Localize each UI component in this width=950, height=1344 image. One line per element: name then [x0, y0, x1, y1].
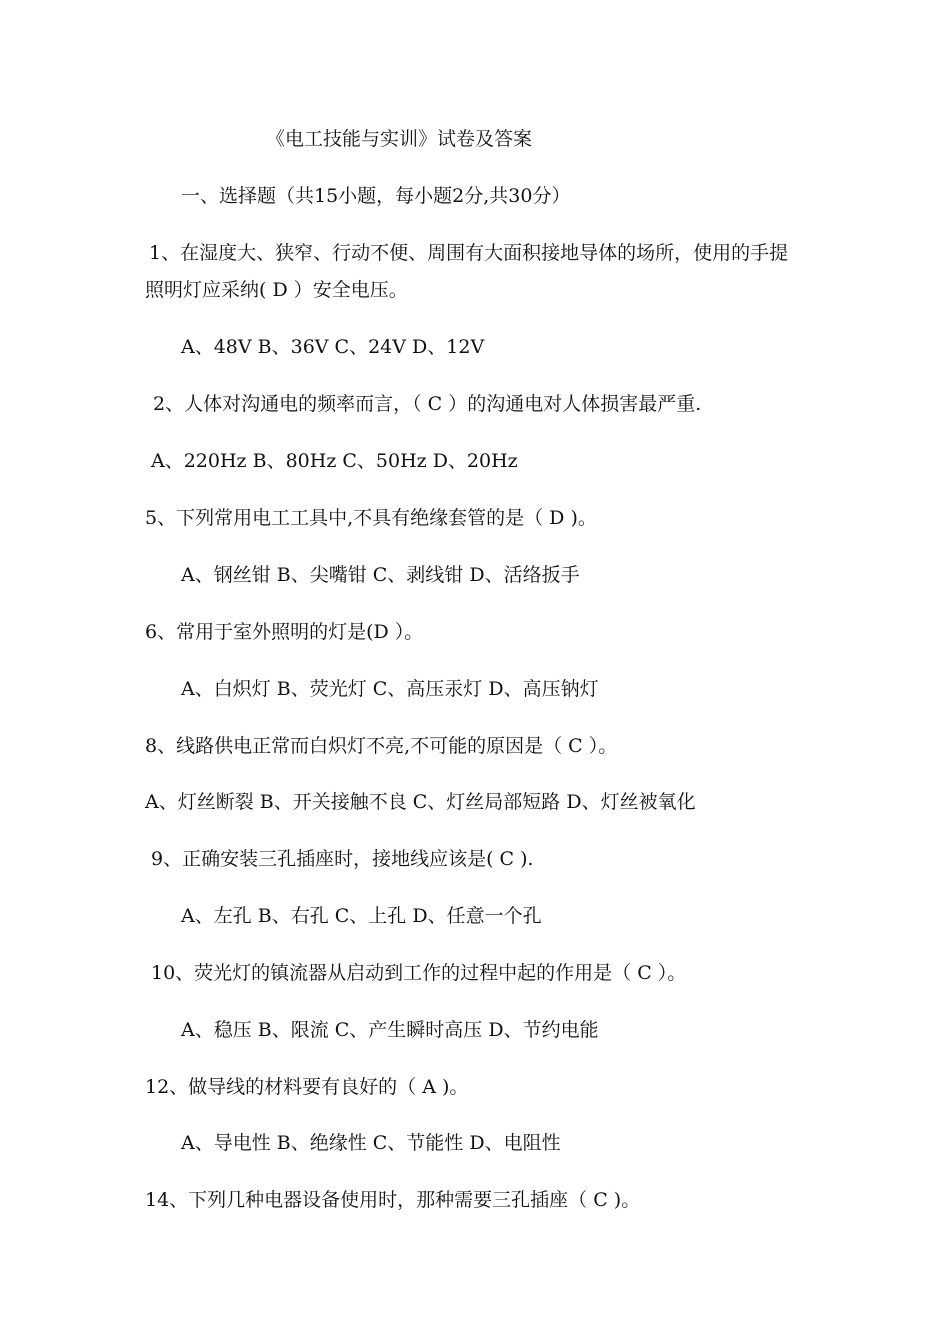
question-14: 14、下列几种电器设备使用时，那种需要三孔插座（ C )。 [145, 1189, 641, 1211]
question-9-options: A、左孔 B、右孔 C、上孔 D、任意一个孔 [181, 905, 542, 927]
section-heading: 一、选择题（共15小题，每小题2分,共30分） [181, 185, 571, 207]
question-2: 2、人体对沟通电的频率而言，（ C ）的沟通电对人体损害最严重. [153, 393, 702, 415]
question-1-options: A、48V B、36V C、24V D、12V [181, 336, 485, 358]
question-8: 8、线路供电正常而白炽灯不亮,不可能的原因是（ C ）。 [145, 735, 618, 757]
question-12: 12、做导线的材料要有良好的（ A )。 [145, 1076, 469, 1098]
question-5-options: A、钢丝钳 B、尖嘴钳 C、剥线钳 D、活络扳手 [181, 564, 580, 586]
question-8-options: A、灯丝断裂 B、开关接触不良 C、灯丝局部短路 D、灯丝被氧化 [145, 791, 696, 813]
question-5: 5、下列常用电工工具中,不具有绝缘套管的是（ D )。 [145, 507, 597, 529]
question-2-options: A、220Hz B、80Hz C、50Hz D、20Hz [151, 450, 518, 472]
question-9: 9、正确安装三孔插座时，接地线应该是( C ). [151, 848, 534, 870]
question-1-line-1: 1、在湿度大、狭窄、行动不便、周围有大面积接地导体的场所，使用的手提 [149, 242, 789, 264]
question-12-options: A、导电性 B、绝缘性 C、节能性 D、电阻性 [181, 1132, 561, 1154]
question-6-options: A、白炽灯 B、荧光灯 C、高压汞灯 D、高压钠灯 [181, 678, 599, 700]
question-6: 6、常用于室外照明的灯是(D ）。 [145, 621, 424, 643]
document-title: 《电工技能与实训》试卷及答案 [266, 128, 533, 150]
question-1-line-2: 照明灯应采纳( D ）安全电压。 [145, 279, 408, 301]
question-10: 10、荧光灯的镇流器从启动到工作的过程中起的作用是（ C ）。 [151, 962, 687, 984]
question-10-options: A、稳压 B、限流 C、产生瞬时高压 D、节约电能 [181, 1019, 599, 1041]
